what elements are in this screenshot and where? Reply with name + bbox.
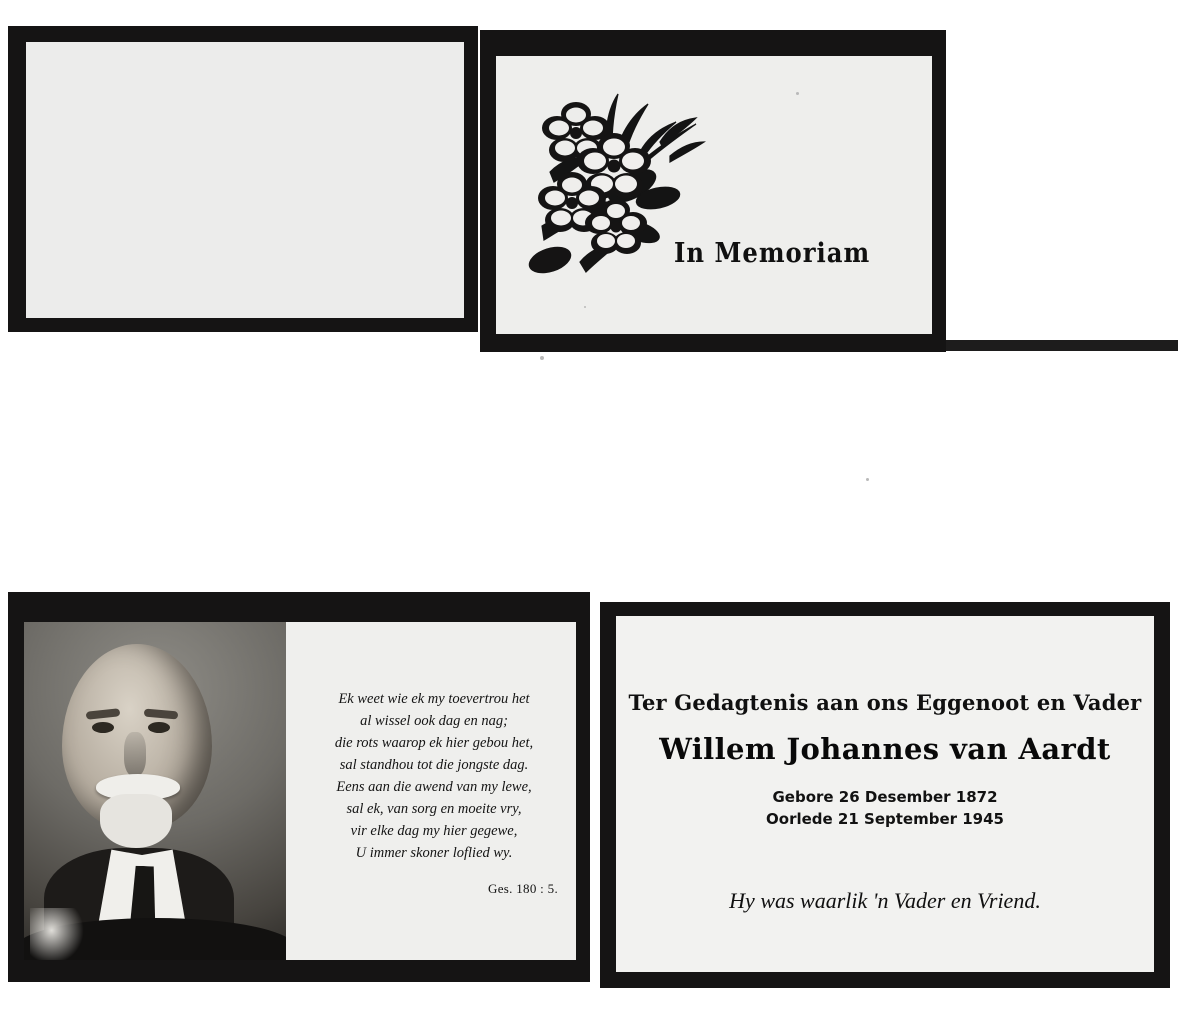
poem-scripture-reference: Ges. 180 : 5. [488, 881, 558, 896]
poem-line: vir elke dag my hier gegewe, [350, 823, 518, 839]
poem-line: al wissel ook dag en nag; [360, 713, 508, 729]
birth-date: Gebore 26 Desember 1872 [772, 788, 998, 806]
poem-line: sal ek, van sorg en moeite vry, [346, 801, 522, 817]
deceased-name: Willem Johannes van Aardt [659, 732, 1111, 766]
life-dates [616, 786, 1154, 830]
cover-front-panel [480, 30, 946, 352]
inside-left-page [24, 622, 576, 960]
scan-speck [540, 356, 544, 360]
epitaph-text: Hy was waarlik 'n Vader en Vriend. [729, 888, 1041, 913]
inside-right-page [616, 616, 1154, 972]
scan-speck [866, 478, 869, 481]
poem-line: Eens aan die awend van my lewe, [336, 779, 532, 795]
memorial-card-inside [8, 592, 1170, 988]
in-memoriam-title: In Memoriam [674, 238, 871, 269]
cover-front-page [496, 56, 932, 334]
memorial-poem [300, 688, 568, 900]
cover-back-panel [8, 26, 478, 332]
poem-line: Ek weet wie ek my toevertrou het [338, 691, 530, 707]
poem-line: die rots waarop ek hier gebou het, [334, 735, 534, 751]
inside-left-panel [8, 592, 590, 982]
poem-line: U immer skoner loflied wy. [355, 845, 513, 861]
card-fold-edge [946, 340, 1178, 351]
dedication-text: Ter Gedagtenis aan ons Eggenoot en Vader [628, 690, 1142, 715]
poem-line: sal standhou tot die jongste dag. [339, 757, 529, 773]
scan-speck [796, 92, 799, 95]
portrait-photo [24, 622, 286, 960]
cover-back-blank-page [26, 42, 464, 318]
memorial-card-cover [8, 26, 1168, 332]
death-date: Oorlede 21 September 1945 [766, 810, 1004, 828]
scan-speck [584, 306, 586, 308]
inside-right-panel [600, 602, 1170, 988]
